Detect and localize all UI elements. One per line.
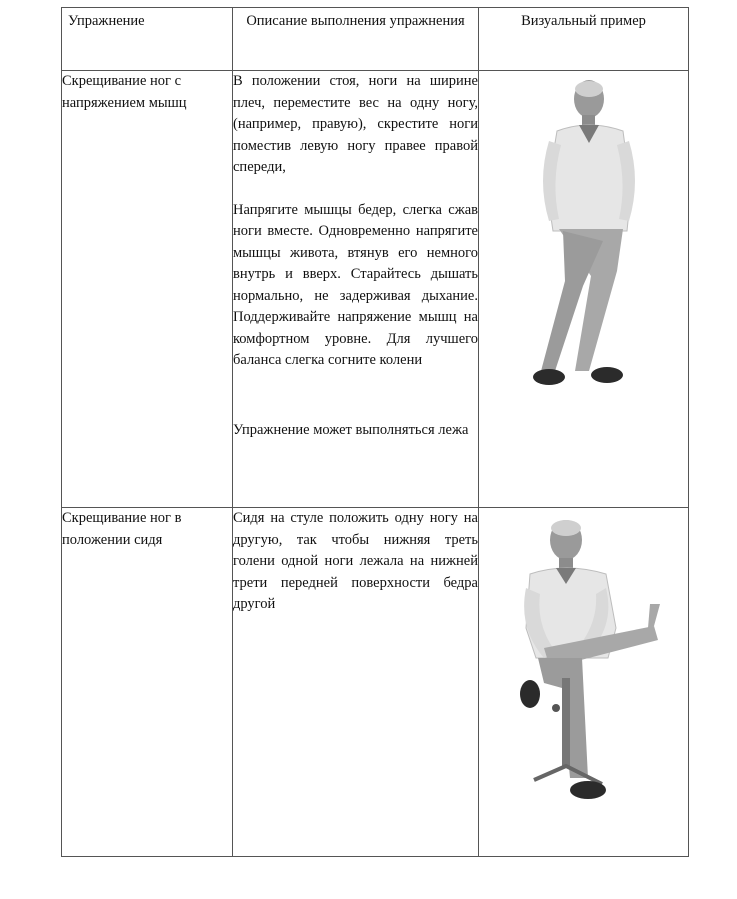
seated-crossed-legs-figure-icon [504, 508, 664, 818]
description-paragraph: Напрягите мышцы бедер, слегка сжав ноги вместе. Одновременно напрягите мышцы живота, втянув его немного внутрь и вверх. Старайтесь дышать нормально, не задерживая дыхание. Поддерживайте напряжение мышц на комфортном уровне. Для лучшего баланса слегка согните колени [233, 201, 478, 368]
description-paragraph: Сидя на стуле положить одну ногу на другую, так чтобы нижняя треть голени одной ноги лежала на нижней трети передней поверхности бедра другой [233, 510, 478, 612]
visual-example-cell [479, 71, 689, 508]
exercise-name: Скрещивание ног в положении сидя [62, 508, 233, 857]
standing-crossed-legs-figure-icon [519, 71, 649, 411]
header-exercise: Упражнение [62, 8, 233, 71]
header-description: Описание выполнения упражнения [233, 8, 479, 71]
exercise-description [233, 71, 479, 508]
description-paragraph: В положении стоя, ноги на ширине плеч, переместите вес на одну ногу, (например, правую), скрестите ноги поместив левую ногу правее правой спереди, [233, 73, 478, 175]
description-paragraph: Упражнение может выполняться лежа [233, 421, 469, 438]
exercise-description [233, 508, 479, 857]
table-row [62, 508, 689, 857]
table-row [62, 71, 689, 508]
header-visual: Визуальный пример [479, 8, 689, 71]
exercise-name: Скрещивание ног с напряжением мышц [62, 71, 233, 508]
visual-example-cell [479, 508, 689, 857]
exercise-table [61, 7, 689, 857]
header-row [62, 8, 689, 71]
